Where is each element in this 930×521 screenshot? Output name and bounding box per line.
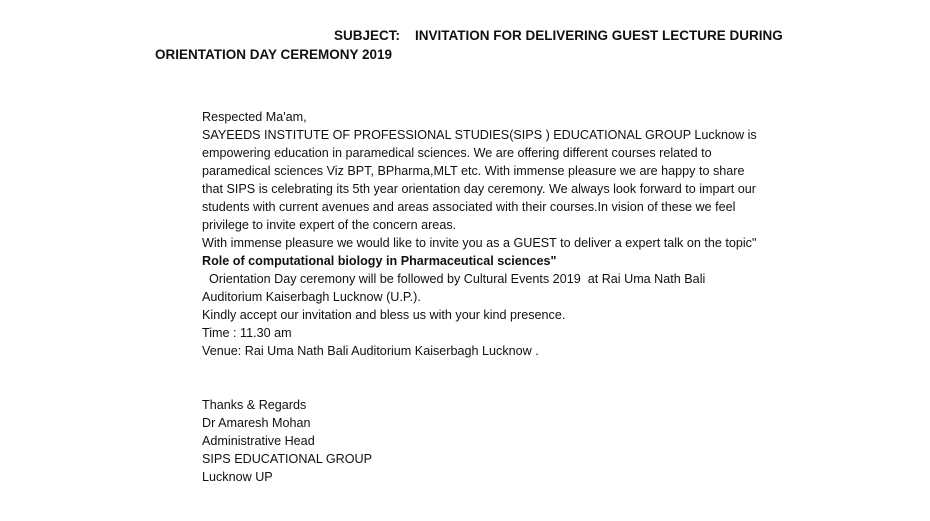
intro-paragraph: SAYEEDS INSTITUTE OF PROFESSIONAL STUDIES(SIPS ) EDUCATIONAL GROUP Lucknow is empowering education in paramedical sciences. We are offering different courses related to paramedical sciences Viz BPT, BPharma,MLT etc. With immense pleasure we are happy to share that SIPS is celebrating its 5th year orientation day ceremony. We always look forward to impart our students with current avenues and areas associated with their courses.In vision of these we feel privilege to invite expert of the concern areas.: [202, 128, 757, 232]
signatory-organization: SIPS EDUCATIONAL GROUP: [202, 452, 373, 466]
lecture-topic: Role of computational biology in Pharmaceutical sciences": [202, 254, 557, 268]
invitation-paragraph: [202, 234, 762, 270]
signatory-location: Lucknow UP: [202, 470, 273, 484]
subject-text-line-2: ORIENTATION DAY CEREMONY 2019: [155, 47, 393, 62]
invitation-lead: With immense pleasure we would like to invite you as a GUEST to deliver a expert talk on the topic": [202, 236, 757, 250]
subject-text-line-1: INVITATION FOR DELIVERING GUEST LECTURE DURING: [415, 28, 783, 43]
signature-spacer: [202, 360, 762, 396]
salutation: Respected Ma'am,: [202, 110, 307, 124]
subject-heading: [0, 26, 930, 64]
subject-label: SUBJECT:: [334, 28, 401, 43]
letter-body: [202, 108, 762, 486]
signatory-title: Administrative Head: [202, 434, 315, 448]
venue-line: Venue: Rai Uma Nath Bali Auditorium Kaiserbagh Lucknow .: [202, 344, 539, 358]
closing-line: Thanks & Regards: [202, 398, 307, 412]
followup-paragraph: Orientation Day ceremony will be followed by Cultural Events 2019 at Rai Uma Nath Bali Auditorium Kaiserbagh Lucknow (U.P.).: [202, 272, 709, 304]
time-line: Time : 11.30 am: [202, 326, 292, 340]
signatory-name: Dr Amaresh Mohan: [202, 416, 311, 430]
request-line: Kindly accept our invitation and bless us with your kind presence.: [202, 308, 566, 322]
subject-line-1: [0, 26, 930, 45]
